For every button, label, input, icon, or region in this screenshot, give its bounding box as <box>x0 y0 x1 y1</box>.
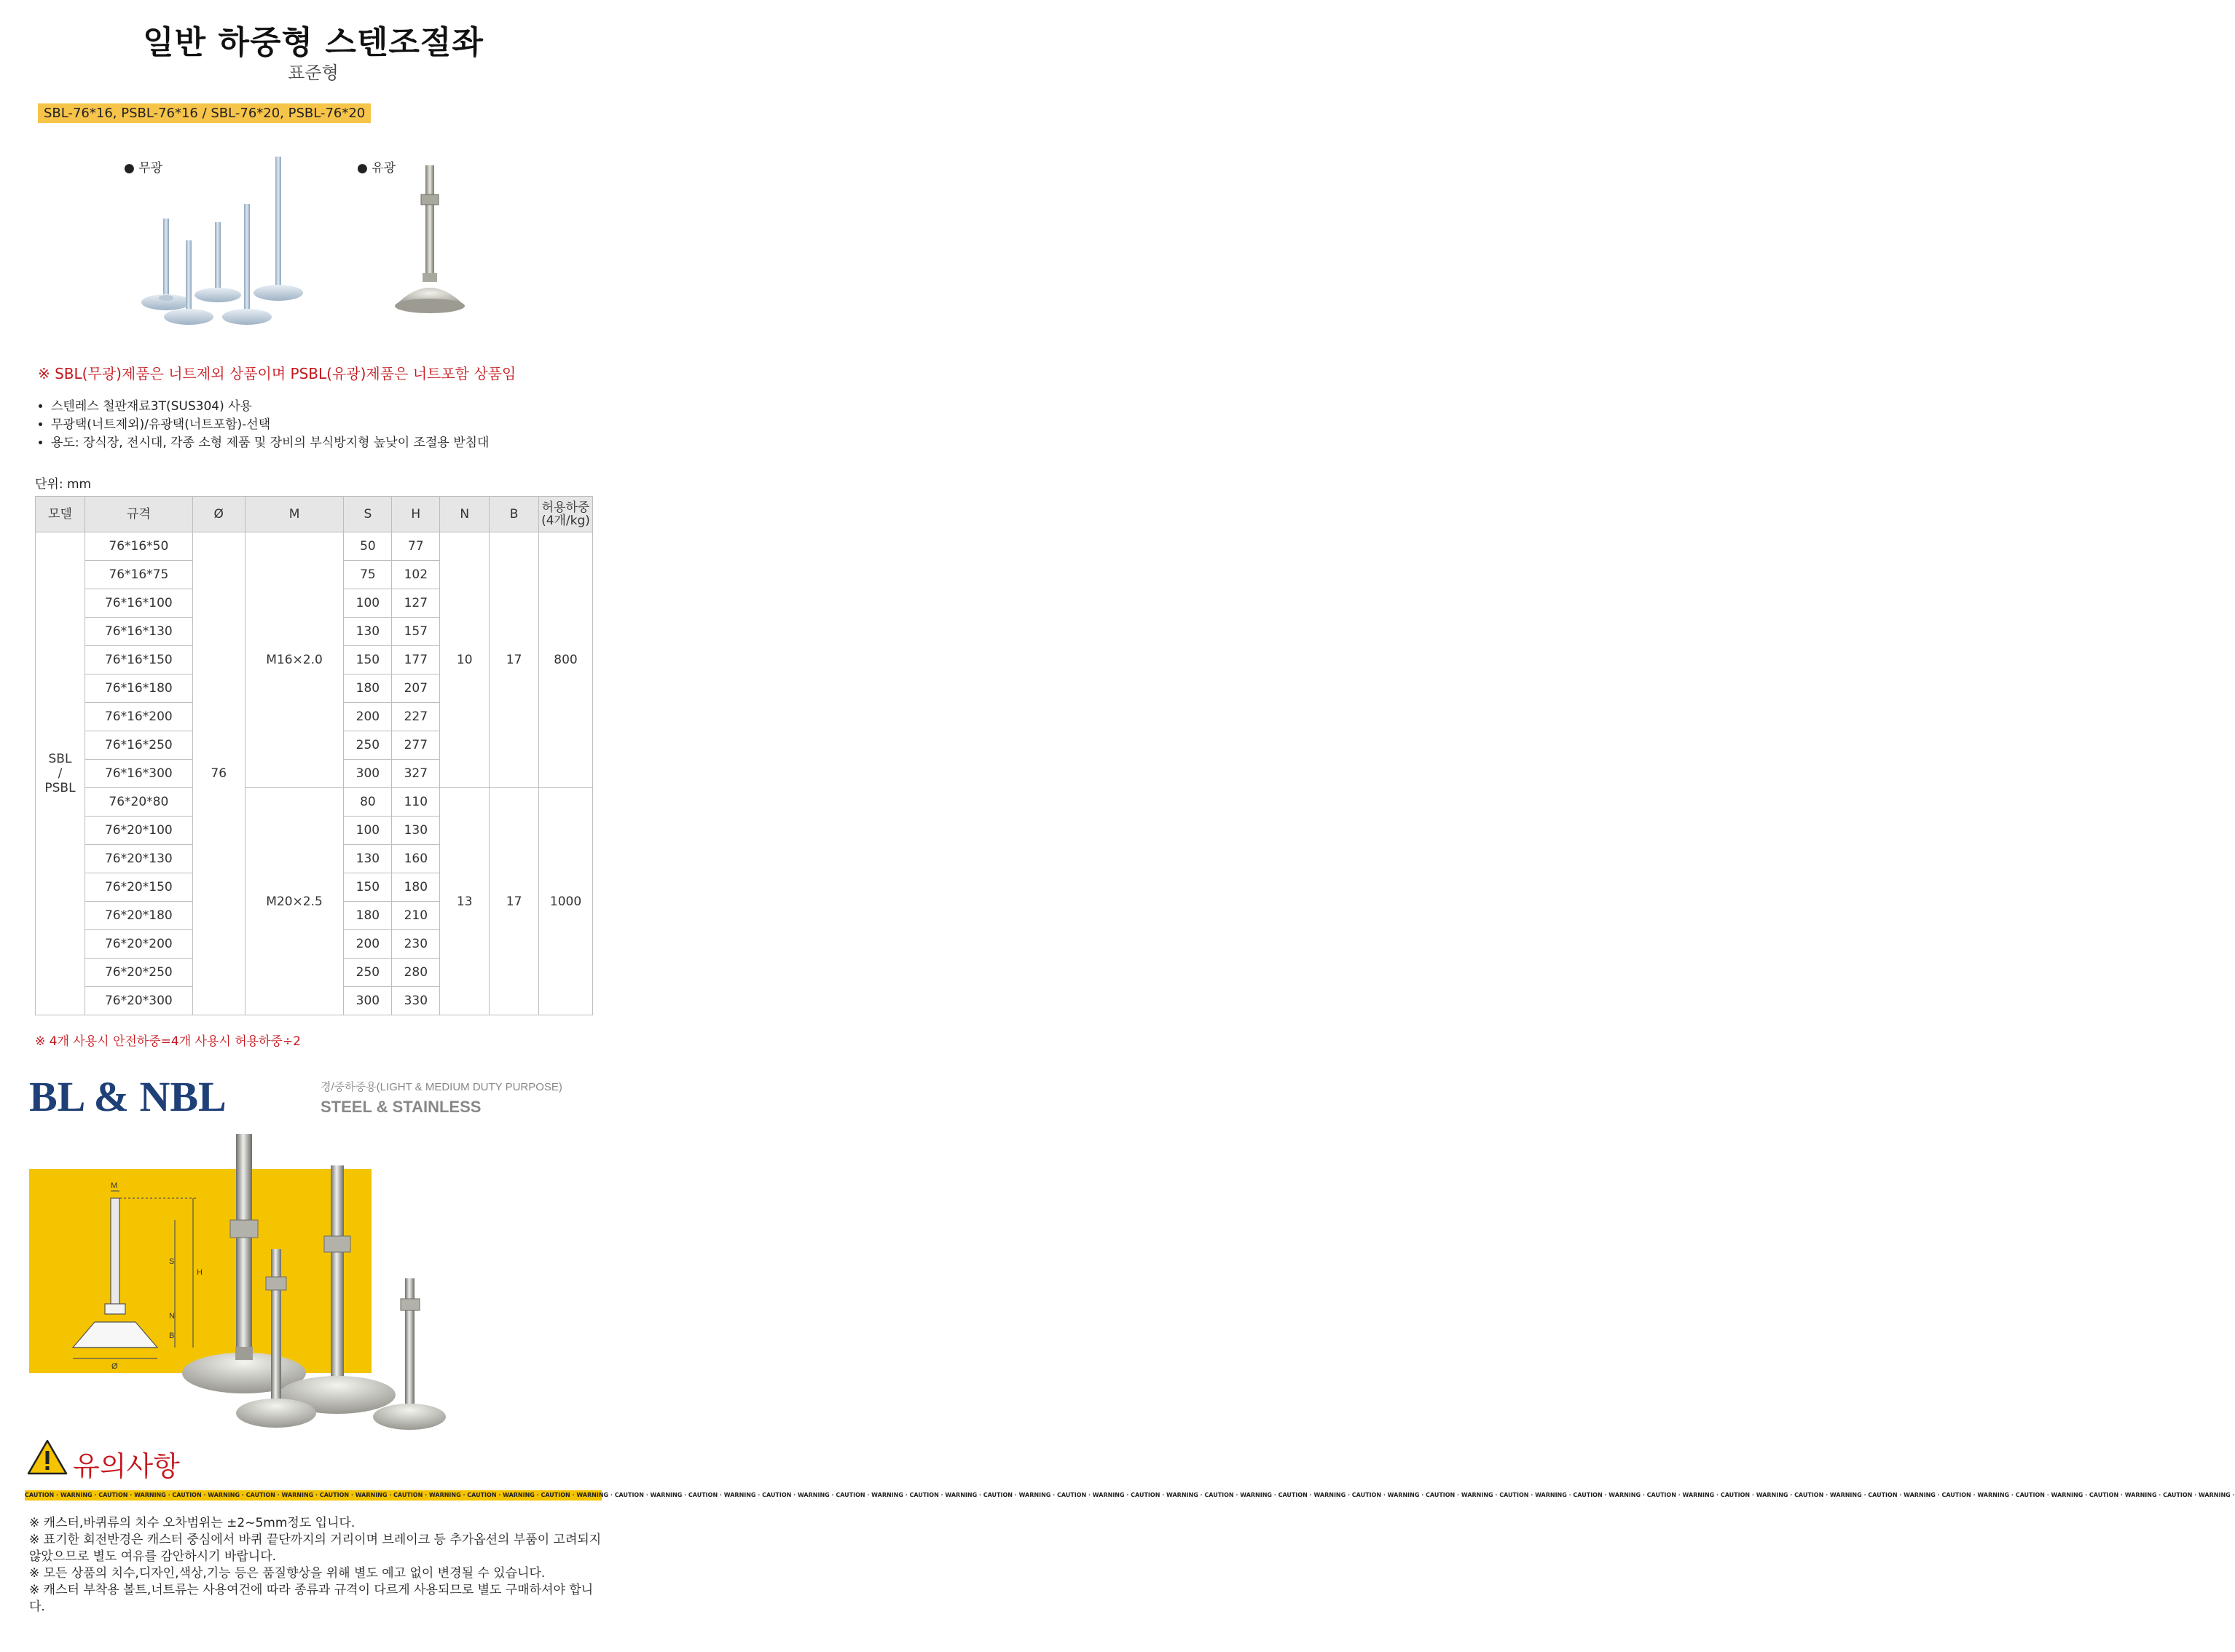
gloss-label: 유광 <box>372 161 396 176</box>
size-cell: 76*20*300 <box>85 987 192 1015</box>
header-cell: Ø <box>192 497 245 532</box>
caution-title: 유의사항 <box>73 1450 180 1482</box>
h-cell: 180 <box>392 873 440 902</box>
size-cell: 76*16*100 <box>85 589 192 618</box>
caution-stripe: CAUTION · WARNING · CAUTION · WARNING · CAUTION · WARNING · CAUTION · WARNING · CAUTION · WARNING · CAUTION · WARNING · CAUTION · WARNING · CAUTION · WARNING · CAUTION · WARNING · CAUTION · WARNING · CAUTION · WARNING · CAUTION · WARNING · CAUTION · WARNING · CAUTION · WARNING · CAUTION · WARNING · CAUTION · WARNING · CAUTION · WARNING · CAUTION · WARNING · CAUTION · WARNING · CAUTION · WARNING · CAUTION · WARNING · CAUTION · WARNING · CAUTION · WARNING · CAUTION · WARNING · CAUTION · WARNING · CAUTION · WARNING · CAUTION · WARNING · CAUTION · WARNING · CAUTION · WARNING · CAUTION · WARNING · <box>25 1490 602 1500</box>
s-cell: 80 <box>344 788 392 817</box>
gloss-product-photo <box>386 164 474 324</box>
h-cell: 327 <box>392 760 440 788</box>
s-cell: 180 <box>344 902 392 930</box>
size-cell: 76*20*250 <box>85 959 192 987</box>
matte-product-photo <box>131 149 313 328</box>
banner-line1: 경/중하중용(LIGHT & MEDIUM DUTY PURPOSE) <box>321 1081 562 1093</box>
phi-cell: 76 <box>192 532 245 1015</box>
spec-item: • 무광택(너트제외)/유광택(너트포함)-선택 <box>51 416 489 434</box>
safety-load-note: ※ 4개 사용시 안전하중=4개 사용시 허용하중÷2 <box>35 1034 301 1049</box>
b-cell: 17 <box>490 788 539 1015</box>
s-cell: 100 <box>344 817 392 845</box>
table-row <box>36 788 593 817</box>
h-cell: 77 <box>392 532 440 561</box>
page-subtitle: 표준형 <box>288 63 339 83</box>
h-cell: 130 <box>392 817 440 845</box>
dim-label-n: N <box>169 1312 175 1321</box>
spec-item: • 스텐레스 철판재료3T(SUS304) 사용 <box>51 398 489 416</box>
s-cell: 300 <box>344 987 392 1015</box>
table-header-row <box>36 497 593 532</box>
dim-label-b: B <box>169 1332 175 1340</box>
thread-cell: M16×2.0 <box>245 532 344 788</box>
h-cell: 227 <box>392 703 440 731</box>
caution-item: ※ 캐스터,바퀴류의 치수 오차범위는 ±2~5mm정도 입니다. <box>29 1516 356 1530</box>
header-cell: H <box>392 497 440 532</box>
s-cell: 180 <box>344 674 392 703</box>
bl-nbl-banner <box>29 1067 597 1431</box>
size-cell: 76*16*75 <box>85 561 192 589</box>
caution-item: ※ 캐스터 부착용 볼트,너트류는 사용여건에 따라 종류과 규격이 다르게 사용되므로 별도 구매하셔야 합니다. <box>29 1583 594 1614</box>
header-cell: N <box>440 497 490 532</box>
banner-brand: BL & NBL <box>29 1073 227 1120</box>
s-cell: 130 <box>344 618 392 646</box>
size-cell: 76*20*180 <box>85 902 192 930</box>
h-cell: 210 <box>392 902 440 930</box>
spec-table <box>35 496 593 1015</box>
header-cell: 모델 <box>36 497 85 532</box>
n-cell: 13 <box>440 788 490 1015</box>
h-cell: 157 <box>392 618 440 646</box>
size-cell: 76*16*250 <box>85 731 192 760</box>
s-cell: 200 <box>344 703 392 731</box>
size-cell: 76*16*300 <box>85 760 192 788</box>
dim-label-h: H <box>197 1268 203 1277</box>
size-cell: 76*16*50 <box>85 532 192 561</box>
header-cell: M <box>245 497 344 532</box>
s-cell: 100 <box>344 589 392 618</box>
model-cell: SBL / PSBL <box>36 532 85 1015</box>
s-cell: 75 <box>344 561 392 589</box>
dim-label-phi: Ø <box>111 1362 118 1371</box>
caution-list <box>29 1515 605 1616</box>
s-cell: 150 <box>344 873 392 902</box>
load-cell: 1000 <box>539 788 593 1015</box>
thread-cell: M20×2.5 <box>245 788 344 1015</box>
model-codes-badge: SBL-76*16, PSBL-76*16 / SBL-76*20, PSBL-76*20 <box>38 103 371 123</box>
matte-label: 무광 <box>138 161 163 176</box>
h-cell: 102 <box>392 561 440 589</box>
h-cell: 160 <box>392 845 440 873</box>
h-cell: 207 <box>392 674 440 703</box>
b-cell: 17 <box>490 532 539 788</box>
table-row <box>36 532 593 561</box>
s-cell: 130 <box>344 845 392 873</box>
n-cell: 10 <box>440 532 490 788</box>
dim-label-s: S <box>169 1257 175 1266</box>
s-cell: 250 <box>344 959 392 987</box>
size-cell: 76*20*100 <box>85 817 192 845</box>
caution-item: ※ 모든 상품의 치수,디자인,색상,기능 등은 품질향상을 위해 별도 예고 없이 변경될 수 있습니다. <box>29 1566 546 1581</box>
header-cell: 규격 <box>85 497 192 532</box>
h-cell: 280 <box>392 959 440 987</box>
header-cell: S <box>344 497 392 532</box>
h-cell: 110 <box>392 788 440 817</box>
h-cell: 177 <box>392 646 440 674</box>
size-cell: 76*20*80 <box>85 788 192 817</box>
header-cell: B <box>490 497 539 532</box>
h-cell: 277 <box>392 731 440 760</box>
size-cell: 76*20*130 <box>85 845 192 873</box>
spec-item: • 용도: 장식장, 전시대, 각종 소형 제품 및 장비의 부식방지형 높낮이 조절용 받침대 <box>51 434 489 452</box>
size-cell: 76*16*180 <box>85 674 192 703</box>
load-cell: 800 <box>539 532 593 788</box>
size-cell: 76*16*150 <box>85 646 192 674</box>
matte-bullet: ● 무광 <box>124 161 163 176</box>
s-cell: 300 <box>344 760 392 788</box>
nut-notice: ※ SBL(무광)제품은 너트제외 상품이며 PSBL(유광)제품은 너트포함 상품임 <box>38 365 516 382</box>
spec-list <box>35 398 489 452</box>
s-cell: 250 <box>344 731 392 760</box>
dim-label-m: M <box>111 1181 118 1190</box>
warning-triangle-icon <box>26 1439 68 1476</box>
unit-label: 단위: mm <box>35 477 92 492</box>
size-cell: 76*16*130 <box>85 618 192 646</box>
size-cell: 76*16*200 <box>85 703 192 731</box>
page-title: 일반 하중형 스텐조절좌 <box>143 24 484 61</box>
h-cell: 330 <box>392 987 440 1015</box>
s-cell: 200 <box>344 930 392 959</box>
banner-line2: STEEL & STAINLESS <box>321 1098 482 1116</box>
h-cell: 127 <box>392 589 440 618</box>
s-cell: 150 <box>344 646 392 674</box>
caution-item: ※ 표기한 회전반경은 캐스터 중심에서 바퀴 끝단까지의 거리이며 브레이크 등 추가옵션의 부품이 고려되지 않았으므로 별도 여유를 감안하시기 바랍니다. <box>29 1533 602 1564</box>
size-cell: 76*20*150 <box>85 873 192 902</box>
size-cell: 76*20*200 <box>85 930 192 959</box>
h-cell: 230 <box>392 930 440 959</box>
s-cell: 50 <box>344 532 392 561</box>
gloss-bullet: ● 유광 <box>357 161 396 176</box>
header-cell: 허용하중 (4개/kg) <box>539 497 593 532</box>
